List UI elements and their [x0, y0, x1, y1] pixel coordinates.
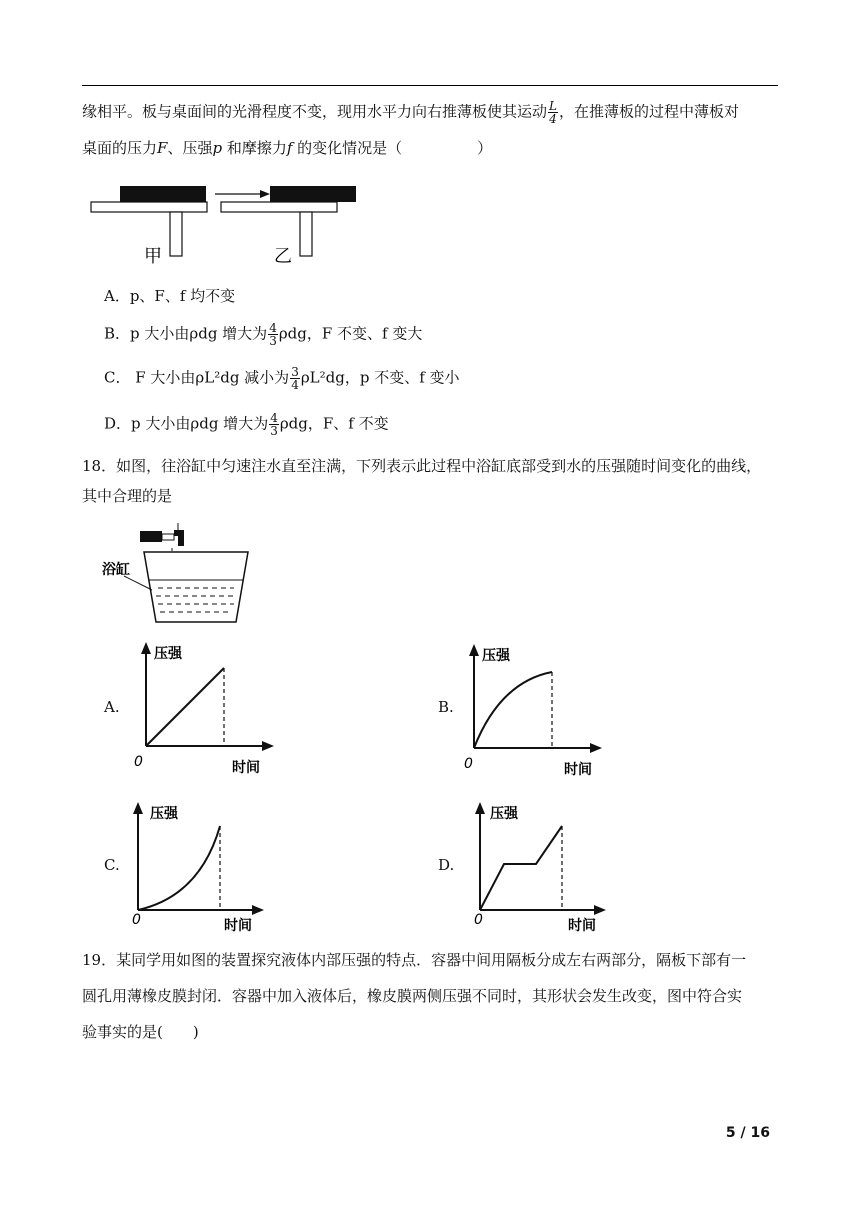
fraction-3-4 — [290, 366, 300, 391]
q17-line-2 — [82, 138, 492, 158]
var-F: F — [157, 139, 168, 157]
bathtub-figure — [98, 518, 258, 630]
table-leg-yi — [300, 212, 312, 256]
origin-label: 0 — [464, 756, 473, 772]
q18-line-1: 18．如图，往浴缸中匀速注水直至注满，下列表示此过程中浴缸底部受到水的压强随时间变化的曲线， — [82, 457, 762, 475]
q18-option-a-label[interactable]: A. — [104, 698, 120, 716]
table-yi — [221, 202, 337, 212]
frac-num: 3 — [291, 365, 299, 379]
q17-board-figure — [88, 182, 363, 267]
opt-text: B．p 大小由ρdg 增大为 — [104, 324, 268, 343]
y-axis-arrow — [133, 802, 143, 814]
q18-option-b-label[interactable]: B. — [438, 698, 454, 716]
faucet-handle — [140, 531, 162, 542]
frac-den: 4 — [549, 112, 557, 126]
opt-text: D．p 大小由ρdg 增大为 — [104, 414, 269, 433]
y-label: 压强 — [482, 648, 510, 664]
origin-label: 0 — [134, 754, 143, 770]
curve-stepped — [480, 826, 562, 910]
q18-line-2: 其中合理的是 — [82, 487, 173, 505]
y-label: 压强 — [150, 806, 178, 822]
label-jia: 甲 — [144, 246, 162, 267]
curve-linear — [146, 668, 224, 746]
origin-label: 0 — [474, 912, 483, 928]
y-label: 压强 — [490, 806, 518, 822]
faucet-pipe — [162, 534, 174, 540]
frac-num: L — [549, 99, 557, 113]
board-yi — [270, 186, 356, 202]
graph-b[interactable] — [460, 642, 610, 782]
q19-line-2: 圆孔用薄橡皮膜封闭．容器中加入液体后，橡皮膜两侧压强不同时，其形状会发生改变，图中符合实 — [82, 987, 743, 1005]
q19-line-1: 19．某同学用如图的装置探究液体内部压强的特点．容器中间用隔板分成左右两部分，隔板下部有一 — [82, 951, 747, 969]
opt-text: ρdg，F 不变、f 变大 — [278, 324, 423, 343]
frac-num: 4 — [270, 411, 278, 425]
frac-den: 3 — [270, 424, 278, 438]
q18-option-c-label[interactable]: C. — [104, 856, 120, 874]
q18-option-d-label[interactable]: D. — [438, 856, 455, 874]
graph-a[interactable] — [128, 640, 278, 780]
q17-text: 、压强 — [167, 139, 213, 157]
q17-text: 和摩擦力 — [222, 139, 287, 157]
var-p: p — [212, 139, 223, 157]
fraction-4-3 — [268, 322, 278, 347]
x-label: 时间 — [232, 760, 260, 776]
x-label: 时间 — [564, 762, 592, 778]
tub-label: 浴缸 — [102, 562, 130, 578]
q17-text: ，在推薄板的过程中薄板对 — [558, 102, 739, 121]
table-jia — [91, 202, 207, 212]
header-rule — [82, 85, 778, 86]
board-jia — [120, 186, 206, 202]
page-number: 5 / 16 — [725, 1125, 770, 1141]
x-axis-arrow — [262, 741, 274, 751]
curve-convex — [138, 826, 220, 910]
fraction-4-3 — [269, 412, 279, 437]
var-f: f — [286, 139, 293, 157]
q17-text: 桌面的压力 — [82, 139, 158, 157]
y-axis-arrow — [475, 802, 485, 814]
y-axis-arrow — [469, 644, 479, 656]
label-yi: 乙 — [274, 246, 292, 267]
x-axis-arrow — [590, 743, 602, 753]
opt-text: ρdg，F、f 不变 — [279, 414, 389, 433]
frac-den: 3 — [269, 334, 277, 348]
faucet-spout — [174, 530, 184, 546]
frac-num: 4 — [269, 321, 277, 335]
q19-line-3: 验事实的是( ) — [82, 1023, 199, 1041]
x-axis-arrow — [594, 905, 606, 915]
table-leg-jia — [170, 212, 182, 256]
frac-den: 4 — [291, 378, 299, 392]
q17-option-b[interactable] — [104, 322, 422, 347]
q17-option-d[interactable] — [104, 412, 389, 437]
graph-d[interactable] — [466, 796, 616, 936]
push-arrow-head — [260, 190, 270, 198]
fraction-L-over-4 — [548, 100, 558, 125]
opt-text: C． F 大小由ρL²dg 减小为 — [104, 368, 290, 387]
opt-text: ρL²dg，p 不变、f 变小 — [300, 368, 460, 387]
y-axis-arrow — [141, 642, 151, 654]
x-label: 时间 — [224, 918, 252, 934]
y-label: 压强 — [154, 646, 182, 662]
q17-text: 的变化情况是（ ） — [292, 139, 493, 157]
x-axis-arrow — [252, 905, 264, 915]
q17-text: 缘相平。板与桌面间的光滑程度不变，现用水平力向右推薄板使其运动 — [82, 102, 548, 121]
q17-option-c[interactable] — [104, 366, 460, 391]
origin-label: 0 — [132, 912, 141, 928]
q17-option-a[interactable]: A．p、F、f 均不变 — [104, 287, 236, 305]
q17-line-1 — [82, 100, 739, 125]
graph-c[interactable] — [120, 796, 270, 936]
curve-concave — [474, 672, 552, 748]
x-label: 时间 — [568, 918, 596, 934]
